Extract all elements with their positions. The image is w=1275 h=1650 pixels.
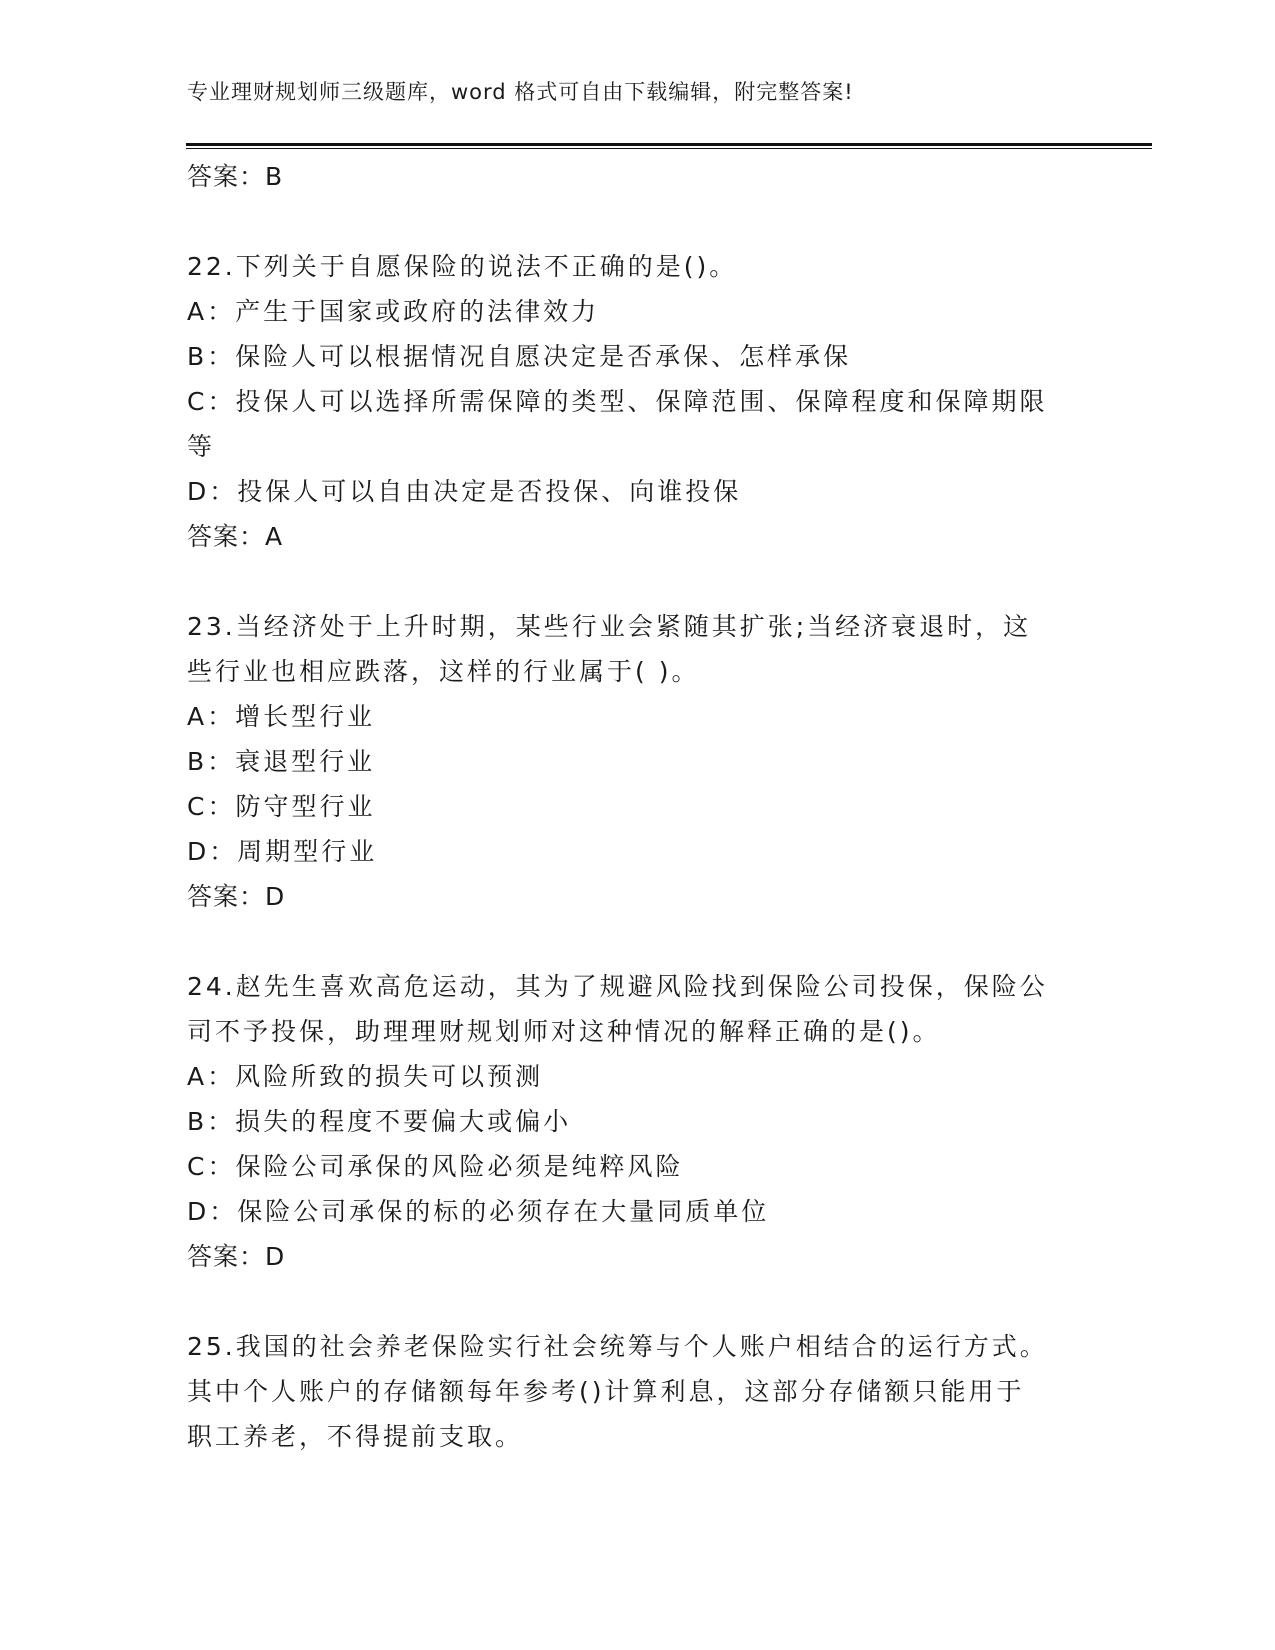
question-22 <box>187 244 1067 559</box>
option-d: D：保险公司承保的标的必须存在大量同质单位 <box>187 1197 770 1226</box>
question-stem-continued: 司不予投保，助理理财规划师对这种情况的解释正确的是()。 <box>187 1017 941 1046</box>
option-b: B：衰退型行业 <box>187 747 376 776</box>
answer: 答案：D <box>187 882 286 911</box>
question-stem-continued: 些行业也相应跌落，这样的行业属于( )。 <box>187 657 700 686</box>
option-b: B：保险人可以根据情况自愿决定是否承保、怎样承保 <box>187 342 852 371</box>
question-stem: 23.当经济处于上升时期，某些行业会紧随其扩张;当经济衰退时，这 <box>187 612 1032 641</box>
option-d: D：周期型行业 <box>187 837 378 866</box>
question-stem: 22.下列关于自愿保险的说法不正确的是()。 <box>187 252 738 281</box>
option-c: C：保险公司承保的风险必须是纯粹风险 <box>187 1152 684 1181</box>
question-content <box>187 154 1067 1459</box>
question-stem-continued: 职工养老，不得提前支取。 <box>187 1422 524 1451</box>
question-24 <box>187 964 1067 1279</box>
option-a: A：产生于国家或政府的法律效力 <box>187 297 600 326</box>
option-a: A：增长型行业 <box>187 702 376 731</box>
question-stem-continued: 其中个人账户的存储额每年参考()计算利息，这部分存储额只能用于 <box>187 1377 1025 1406</box>
answer-previous: 答案：B <box>187 162 284 191</box>
option-b: B：损失的程度不要偏大或偏小 <box>187 1107 572 1136</box>
question-23 <box>187 604 1067 919</box>
answer: 答案：D <box>187 1242 286 1271</box>
spacer <box>187 919 1067 964</box>
option-c: C：投保人可以选择所需保障的类型、保障范围、保障程度和保障期限 <box>187 387 1048 416</box>
header-divider <box>186 143 1152 149</box>
answer: 答案：A <box>187 522 284 551</box>
question-stem: 24.赵先生喜欢高危运动，其为了规避风险找到保险公司投保，保险公 <box>187 972 1048 1001</box>
option-a: A：风险所致的损失可以预测 <box>187 1062 544 1091</box>
question-stem: 25.我国的社会养老保险实行社会统筹与个人账户相结合的运行方式。 <box>187 1332 1048 1361</box>
option-c-continued: 等 <box>187 432 216 461</box>
page-header: 专业理财规划师三级题库，word 格式可自由下载编辑，附完整答案! <box>187 80 854 104</box>
spacer <box>187 1279 1067 1324</box>
option-c: C：防守型行业 <box>187 792 376 821</box>
question-25 <box>187 1324 1067 1459</box>
option-d: D：投保人可以自由决定是否投保、向谁投保 <box>187 477 742 506</box>
spacer <box>187 199 1067 244</box>
spacer <box>187 559 1067 604</box>
